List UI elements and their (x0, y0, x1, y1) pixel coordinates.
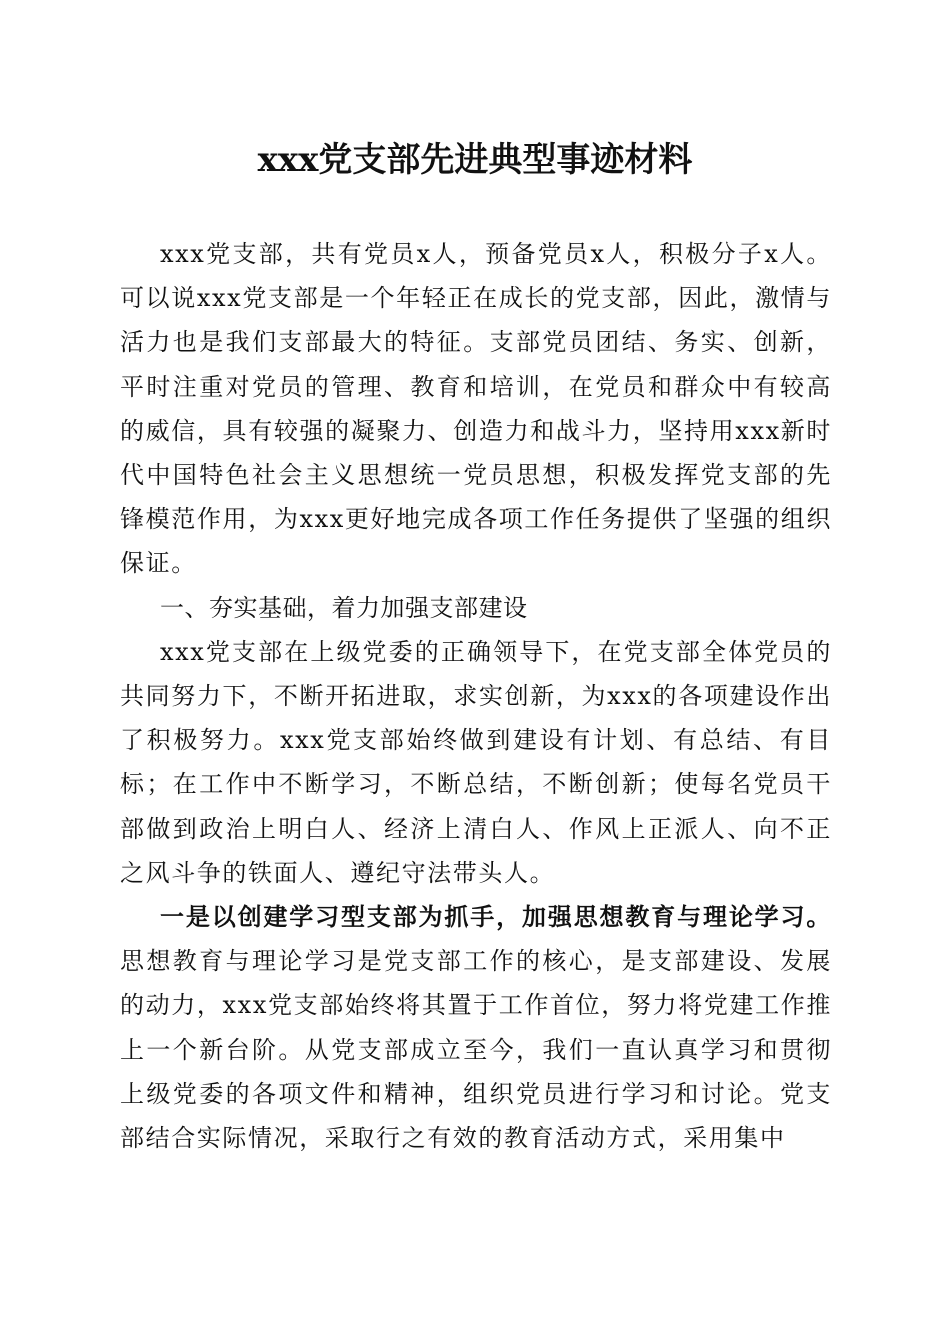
document-title: xxx党支部先进典型事迹材料 (257, 140, 693, 180)
section-heading-1: 一、夯实基础，着力加强支部建设 (160, 593, 528, 622)
intro-paragraph: xxx党支部，共有党员x人，预备党员x人，积极分子x人。可以说xxx党支部是一个年轻正在成长的党支部，因此，激情与活力也是我们支部最大的特征。支部党员团结、务实、创新，平时注重对党员的管理、教育和培训，在党员和群众中有较高的威信，具有较强的凝聚力、创造力和战斗力，坚持用xxx新时代中国特色社会主义思想统一党员思想，积极发挥党支部的先锋模范作用，为xxx更好地完成各项工作任务提供了坚强的组织保证。 (120, 240, 832, 578)
point-1-lead: 一是以创建学习型支部为抓手，加强思想教育与理论学习。 (160, 902, 832, 932)
section-1-paragraph: xxx党支部在上级党委的正确领导下，在党支部全体党员的共同努力下，不断开拓进取，求实创新，为xxx的各项建设作出了积极努力。xxx党支部始终做到建设有计划、有总结、有目标；在工作中不断学习，不断总结，不断创新；使每名党员干部做到政治上明白人、经济上清白人、作风上正派人、向不正之风斗争的铁面人、遵纪守法带头人。 (120, 637, 832, 887)
document-body (120, 232, 832, 1160)
point-1-text: 思想教育与理论学习是党支部工作的核心，是支部建设、发展的动力，xxx党支部始终将其置于工作首位，努力将党建工作推上一个新台阶。从党支部成立至今，我们一直认真学习和贯彻上级党委的各项文件和精神，组织党员进行学习和讨论。党支部结合实际情况，采取行之有效的教育活动方式，采用集中 (120, 947, 832, 1153)
point-1-paragraph (120, 895, 832, 1160)
